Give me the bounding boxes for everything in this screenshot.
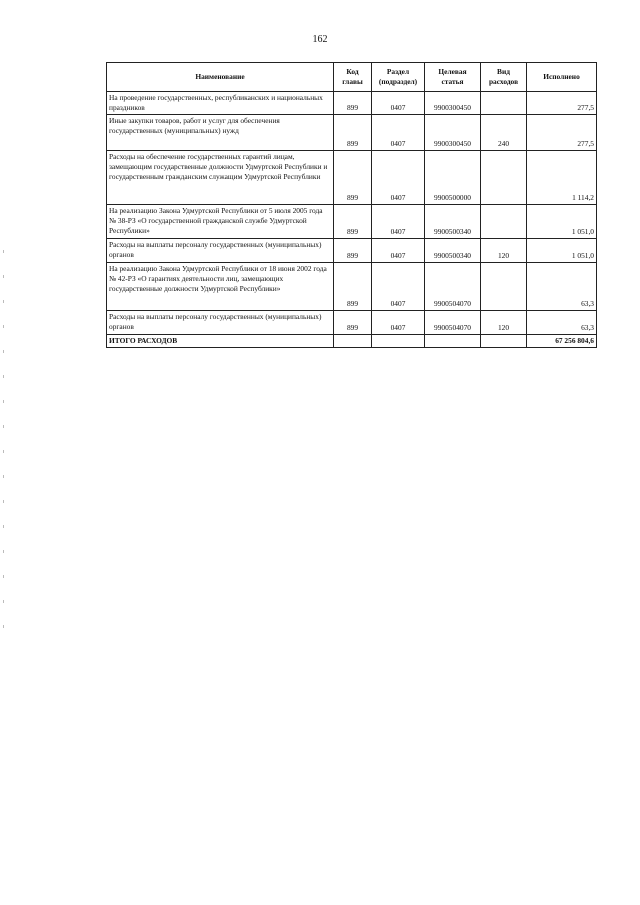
table-row bbox=[107, 311, 597, 335]
total-empty-cell bbox=[372, 335, 425, 348]
row-section: 0407 bbox=[372, 263, 425, 311]
table-row bbox=[107, 263, 597, 311]
header-chapter-code: Код главы bbox=[334, 63, 372, 92]
row-article: 9900500000 bbox=[425, 151, 481, 205]
header-expense-type: Вид расходов bbox=[481, 63, 527, 92]
row-executed: 1 114,2 bbox=[527, 151, 597, 205]
table-row bbox=[107, 205, 597, 239]
total-empty-cell bbox=[334, 335, 372, 348]
row-section: 0407 bbox=[372, 151, 425, 205]
row-chapter: 899 bbox=[334, 205, 372, 239]
row-expense-type bbox=[481, 92, 527, 115]
row-name: На реализацию Закона Удмуртской Республики от 5 июля 2005 года № 38-РЗ «О государственной гражданской службе Удмуртской Республики» bbox=[107, 205, 334, 239]
header-target-article: Целевая статья bbox=[425, 63, 481, 92]
total-label: ИТОГО РАСХОДОВ bbox=[107, 335, 334, 348]
table-header-row bbox=[107, 63, 597, 92]
row-article: 9900300450 bbox=[425, 115, 481, 151]
row-name: На проведение государственных, республиканских и национальных праздников bbox=[107, 92, 334, 115]
row-executed: 277,5 bbox=[527, 115, 597, 151]
row-chapter: 899 bbox=[334, 311, 372, 335]
row-chapter: 899 bbox=[334, 263, 372, 311]
expenditure-table bbox=[106, 62, 597, 348]
row-article: 9900504070 bbox=[425, 263, 481, 311]
scan-margin-marks bbox=[2, 250, 6, 650]
header-name: Наименование bbox=[107, 63, 334, 92]
table-row bbox=[107, 115, 597, 151]
row-expense-type bbox=[481, 205, 527, 239]
row-section: 0407 bbox=[372, 205, 425, 239]
row-expense-type bbox=[481, 151, 527, 205]
header-section: Раздел (подраздел) bbox=[372, 63, 425, 92]
row-executed: 1 051,0 bbox=[527, 239, 597, 263]
row-article: 9900500340 bbox=[425, 239, 481, 263]
row-article: 9900500340 bbox=[425, 205, 481, 239]
row-name: На реализацию Закона Удмуртской Республики от 18 июня 2002 года № 42-РЗ «О гарантиях деятельности лиц, замещающих государственные должности Удмуртской Республики» bbox=[107, 263, 334, 311]
row-section: 0407 bbox=[372, 239, 425, 263]
row-section: 0407 bbox=[372, 115, 425, 151]
row-executed: 63,3 bbox=[527, 311, 597, 335]
row-name: Расходы на выплаты персоналу государственных (муниципальных) органов bbox=[107, 311, 334, 335]
total-empty-cell bbox=[425, 335, 481, 348]
row-expense-type: 240 bbox=[481, 115, 527, 151]
row-chapter: 899 bbox=[334, 151, 372, 205]
row-section: 0407 bbox=[372, 311, 425, 335]
row-executed: 63,3 bbox=[527, 263, 597, 311]
header-executed: Исполнено bbox=[527, 63, 597, 92]
table-row bbox=[107, 239, 597, 263]
total-empty-cell bbox=[481, 335, 527, 348]
total-row bbox=[107, 335, 597, 348]
row-name: Иные закупки товаров, работ и услуг для обеспечения государственных (муниципальных) нужд bbox=[107, 115, 334, 151]
row-name: Расходы на выплаты персоналу государственных (муниципальных) органов bbox=[107, 239, 334, 263]
row-executed: 277,5 bbox=[527, 92, 597, 115]
row-expense-type bbox=[481, 263, 527, 311]
total-executed: 67 256 804,6 bbox=[527, 335, 597, 348]
row-article: 9900504070 bbox=[425, 311, 481, 335]
row-chapter: 899 bbox=[334, 115, 372, 151]
row-chapter: 899 bbox=[334, 239, 372, 263]
page-number: 162 bbox=[312, 34, 328, 45]
row-executed: 1 051,0 bbox=[527, 205, 597, 239]
table-row bbox=[107, 151, 597, 205]
row-article: 9900300450 bbox=[425, 92, 481, 115]
row-name: Расходы на обеспечение государственных гарантий лицам, замещающим государственные должности Удмуртской Республики и государственным гражданским служащим Удмуртской Республики bbox=[107, 151, 334, 205]
row-expense-type: 120 bbox=[481, 239, 527, 263]
row-chapter: 899 bbox=[334, 92, 372, 115]
table-row bbox=[107, 92, 597, 115]
row-section: 0407 bbox=[372, 92, 425, 115]
row-expense-type: 120 bbox=[481, 311, 527, 335]
